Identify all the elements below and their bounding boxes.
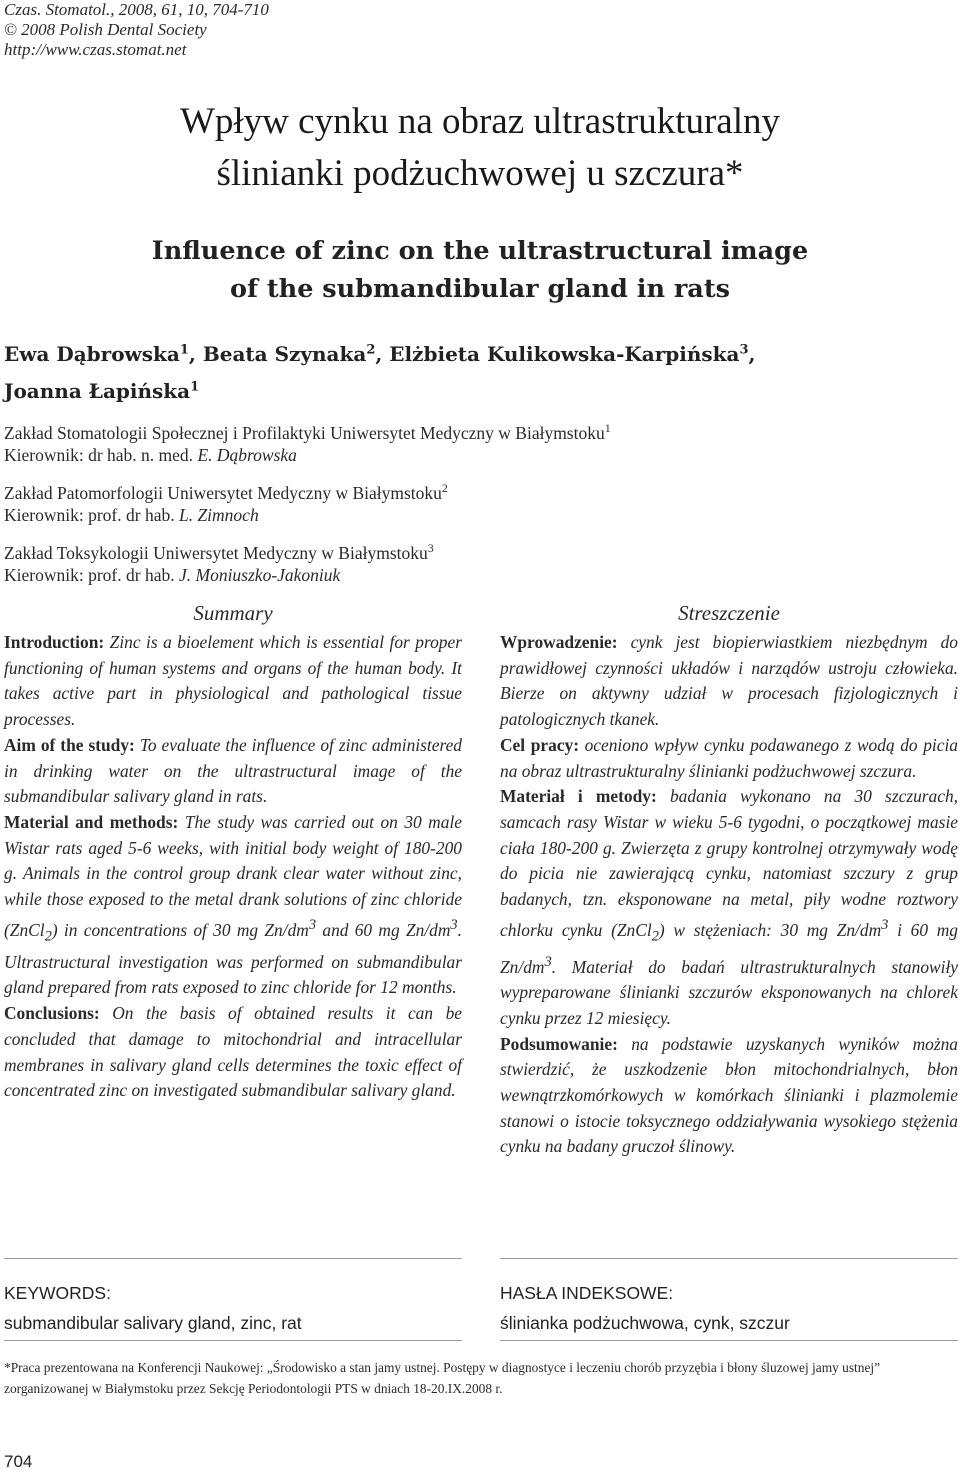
- author-list: [4, 336, 954, 410]
- section-text: ) in concentrations of 30 mg Zn/dm: [51, 919, 309, 940]
- affiliation-head: [4, 564, 954, 586]
- affiliation-head-title: Kierownik: prof. dr hab.: [4, 565, 179, 585]
- streszczenie-cel: [500, 733, 958, 784]
- section-label: Introduction:: [4, 632, 105, 652]
- keywords-bottom-rule-left: [4, 1340, 462, 1341]
- title-english-line-1: Influence of zinc on the ultrastructural image: [151, 236, 809, 266]
- keywords-top-rule-right: [500, 1258, 958, 1259]
- section-text: na podstawie uzyskanych wyników można stwierdzić, że uszkodzenie błon mitochondrialnych, błon wewnątrzkomórkowych w komórkach ślinianki i plazmolemie stanowi o istocie toksycznego oddziaływania wysokiego stężenia cynku na badany gruczoł ślinowy.: [500, 1033, 958, 1157]
- journal-url: http://www.czas.stomat.net: [4, 40, 187, 59]
- streszczenie-heading: Streszczenie: [678, 601, 780, 625]
- summary-polish: [500, 598, 958, 1160]
- affiliation-head-name: J. Moniuszko-Jakoniuk: [178, 565, 341, 585]
- author-name: , Beata Szynaka: [188, 342, 367, 366]
- section-text: . Ultrastructural investigation was performed on submandibular gland prepared from rats exposed to zinc chloride for 12 months.: [4, 919, 463, 998]
- summary-heading: Summary: [193, 601, 273, 625]
- keywords-english: [4, 1278, 462, 1338]
- section-label: Podsumowanie:: [500, 1033, 618, 1054]
- title-polish-line-2: ślinianki podżuchwowej u szczura*: [216, 153, 744, 194]
- author-affiliation-mark: 2: [366, 342, 376, 358]
- conference-footnote: *Praca prezentowana na Konferencji Naukowej: „Środowisko a stan jamy ustnej. Postępy w diagnostyce i leczeniu chorób przyzębia i błony śluzowej jamy ustnej” zorganizowanej w Białymstoku przez Sekcję Periodontologii PTS w dniach 18-20.IX.2008 r.: [4, 1360, 881, 1396]
- section-text: and 60 mg Zn/dm: [316, 919, 451, 940]
- journal-header: [4, 0, 269, 60]
- author-affiliation-mark: 3: [739, 342, 749, 358]
- affiliation-2: [4, 482, 954, 526]
- section-label: Conclusions:: [4, 1003, 100, 1024]
- journal-citation: Czas. Stomatol., 2008, 61, 10, 704-710: [4, 0, 269, 19]
- section-text: To evaluate the influence of zinc administered in drinking water on the ultrastructural image of the submandibular salivary gland in rats.: [4, 734, 462, 807]
- keywords-polish: [500, 1278, 958, 1338]
- affiliation-3: [4, 542, 954, 586]
- page-number: 704: [4, 1452, 33, 1471]
- summary-aim: [4, 733, 462, 810]
- superscript: 3: [881, 916, 889, 933]
- affiliation-head-name: L. Zimnoch: [178, 505, 259, 525]
- section-label: Cel pracy:: [500, 734, 579, 755]
- author-name: , Elżbieta Kulikowska-Karpińska: [375, 342, 740, 366]
- section-label: Wprowadzenie:: [500, 632, 618, 652]
- section-text: badania wykonano na 30 szczurach, samcach rasy Wistar w wieku 5-6 tygodni, o początkowej masie ciała 180-200 g. Zwierzęta z grupy kontrolnej otrzymywały wodę do picia nie zawierającą cynku, natomiast szczury z grup badanych, tzn. eksponowane na metal, piły wodne roztwory chlorku cynku (ZnCl: [500, 786, 959, 940]
- section-text: On the basis of obtained results it can be concluded that damage to mitochondrial and intracellular membranes in salivary gland cells determines the toxic effect of concentrated zinc on investigated submandibular salivary gland.: [4, 1003, 462, 1101]
- affiliation-unit-text: Zakład Stomatologii Społecznej i Profilaktyki Uniwersytet Medyczny w Białymstoku: [4, 423, 605, 443]
- keywords-label: KEYWORDS:: [4, 1283, 111, 1303]
- streszczenie-wprowadzenie: [500, 630, 958, 733]
- superscript: 3: [544, 953, 552, 970]
- section-text: oceniono wpływ cynku podawanego z wodą do picia na obraz ultrastrukturalny ślinianki podżuchwowej szczura.: [500, 734, 958, 781]
- affiliation-unit-text: Zakład Toksykologii Uniwersytet Medyczny w Białymstoku: [4, 543, 428, 563]
- author-affiliation-mark: 1: [190, 379, 200, 395]
- affiliation-head: [4, 504, 954, 526]
- affiliation-mark: 3: [427, 541, 434, 556]
- title-polish: [0, 96, 960, 200]
- affiliation-unit: [4, 542, 954, 564]
- summary-conclusions: [4, 1001, 462, 1104]
- summary-introduction: [4, 630, 462, 733]
- summary-methods: [4, 810, 462, 1001]
- title-english-line-2: of the submandibular gland in rats: [230, 274, 730, 304]
- section-text: . Materiał do badań ultrastrukturalnych stanowiły wypreparowane ślinianki szczurów eksponowanych na chlorek cynku przez 12 miesięcy.: [500, 956, 958, 1028]
- keywords-text: submandibular salivary gland, zinc, rat: [4, 1313, 302, 1333]
- subscript: 2: [651, 928, 659, 944]
- hasla-text: ślinianka podżuchwowa, cynk, szczur: [500, 1313, 790, 1333]
- society-copyright: © 2008 Polish Dental Society: [4, 20, 207, 39]
- section-text: i 60 mg Zn/dm: [500, 919, 958, 977]
- title-english: [0, 232, 960, 308]
- title-polish-line-1: Wpływ cynku na obraz ultrastrukturalny: [179, 101, 781, 142]
- affiliation-1: [4, 422, 954, 466]
- section-text: ) w stężeniach: 30 mg Zn/dm: [658, 919, 882, 940]
- affiliation-head-name: E. Dąbrowska: [197, 445, 297, 465]
- streszczenie-podsumowanie: [500, 1032, 958, 1161]
- affiliation-head-title: Kierownik: prof. dr hab.: [4, 505, 179, 525]
- affiliation-mark: 2: [441, 481, 448, 496]
- section-label: Aim of the study:: [4, 734, 135, 755]
- keywords-top-rule-left: [4, 1258, 462, 1259]
- author-line-2: [4, 373, 954, 410]
- hasla-label: HASŁA INDEKSOWE:: [500, 1283, 674, 1303]
- affiliation-mark: 1: [604, 421, 611, 436]
- affiliation-head-title: Kierownik: dr hab. n. med.: [4, 445, 198, 465]
- author-line-1: [4, 336, 954, 373]
- affiliation-unit: [4, 482, 954, 504]
- section-text: Zinc is a bioelement which is essential for proper functioning of human systems and organs of the human body. It takes active part in physiological and pathological tissue processes.: [4, 632, 462, 730]
- section-label: Material and methods:: [4, 811, 179, 832]
- section-text: The study was carried out on 30 male Wistar rats aged 5-6 weeks, with initial body weight of 180-200 g. Animals in the control group drank clear water without zinc, while those exposed to the metal drank solutions of zinc chloride (ZnCl: [4, 811, 462, 940]
- keywords-bottom-rule-right: [500, 1340, 958, 1341]
- author-name: Joanna Łapińska: [4, 379, 191, 403]
- superscript: 3: [450, 916, 458, 933]
- author-separator: ,: [748, 342, 756, 366]
- author-name: Ewa Dąbrowska: [4, 342, 180, 366]
- section-label: Materiał i metody:: [500, 786, 657, 807]
- affiliation-head: [4, 444, 954, 466]
- streszczenie-metody: [500, 784, 958, 1031]
- section-text: cynk jest biopierwiastkiem niezbędnym do prawidłowej czynności układów i narządów ustroju człowieka. Bierze on aktywny udział w procesach fizjologicznych i patologicznych tkanek.: [500, 632, 958, 730]
- author-affiliation-mark: 1: [179, 342, 189, 358]
- subscript: 2: [44, 928, 52, 944]
- summary-english: [4, 598, 462, 1104]
- affiliation-unit: [4, 422, 954, 444]
- affiliation-unit-text: Zakład Patomorfologii Uniwersytet Medyczny w Białymstoku: [4, 483, 442, 503]
- superscript: 3: [308, 916, 317, 933]
